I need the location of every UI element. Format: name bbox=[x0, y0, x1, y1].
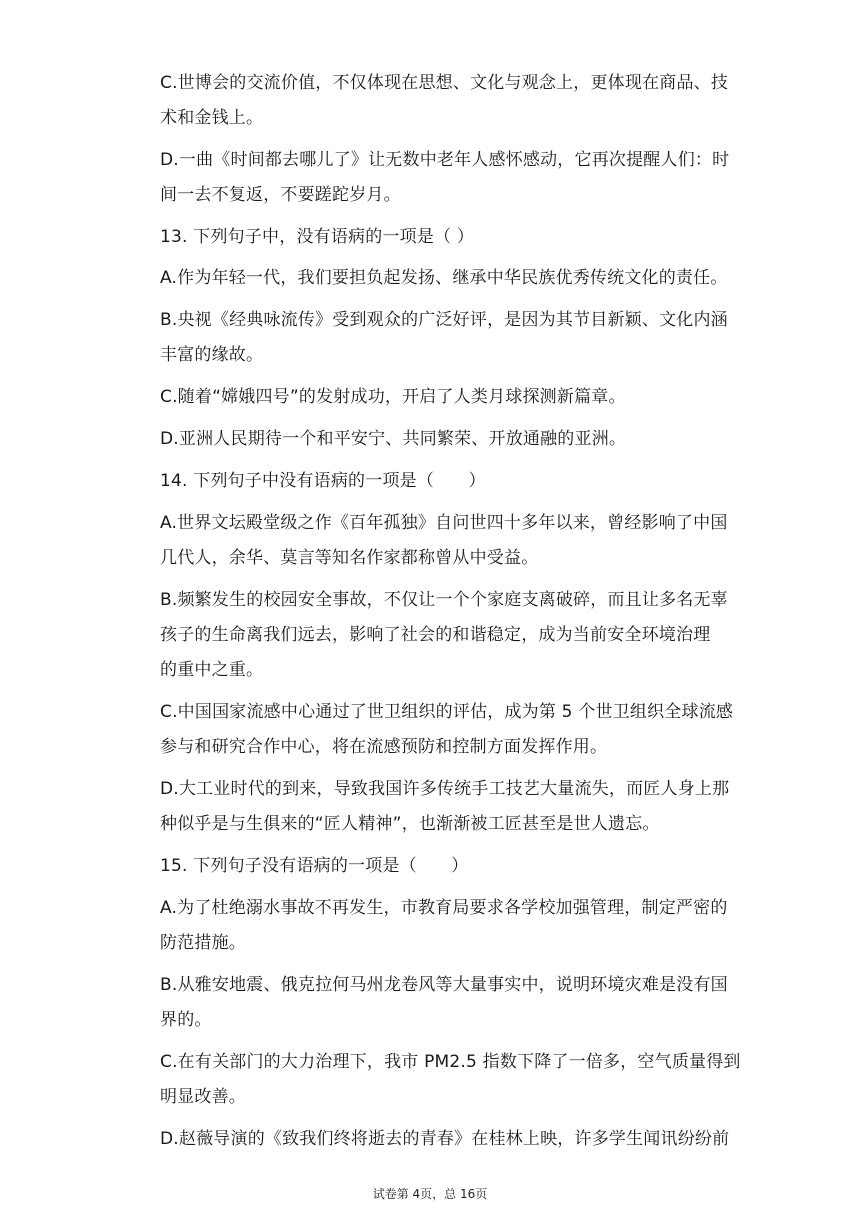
q15-option-b-line-1: B.从雅安地震、俄克拉何马州龙卷风等大量事实中，说明环境灾难是没有国 bbox=[160, 975, 728, 995]
option-c-line-2: 术和金钱上。 bbox=[160, 108, 264, 128]
q13-option-c: C.随着“嫦娥四号”的发射成功，开启了人类月球探测新篇章。 bbox=[160, 387, 626, 407]
q14-option-a-line-2: 几代人，余华、莫言等知名作家都称曾从中受益。 bbox=[160, 548, 539, 568]
q15-option-a-line-2: 防范措施。 bbox=[160, 933, 246, 953]
q14-option-b-line-3: 的重中之重。 bbox=[160, 660, 264, 680]
q15-option-c-line-2: 明显改善。 bbox=[160, 1087, 246, 1107]
option-d-line-2: 间一去不复返，不要蹉跎岁月。 bbox=[160, 185, 401, 205]
q13-option-b-line-1: B.央视《经典咏流传》受到观众的广泛好评，是因为其节目新颖、文化内涵 bbox=[160, 310, 728, 330]
q13-option-b-line-2: 丰富的缘故。 bbox=[160, 345, 264, 365]
q13-option-a: A.作为年轻一代，我们要担负起发扬、继承中华民族优秀传统文化的责任。 bbox=[160, 268, 728, 288]
q14-option-b-line-2: 孩子的生命离我们远去，影响了社会的和谐稳定，成为当前安全环境治理 bbox=[160, 625, 711, 645]
option-c-line-1: C.世博会的交流价值，不仅体现在思想、文化与观念上，更体现在商品、技 bbox=[160, 73, 729, 93]
q14-option-b-line-1: B.频繁发生的校园安全事故，不仅让一个个家庭支离破碎，而且让多名无辜 bbox=[160, 590, 728, 610]
q14-option-c-line-1: C.中国国家流感中心通过了世卫组织的评估，成为第 5 个世卫组织全球流感 bbox=[160, 702, 734, 722]
q13-option-d: D.亚洲人民期待一个和平安宁、共同繁荣、开放通融的亚洲。 bbox=[160, 429, 627, 449]
q14-option-d-line-1: D.大工业时代的到来，导致我国许多传统手工技艺大量流失，而匠人身上那 bbox=[160, 779, 730, 799]
q14-option-a-line-1: A.世界文坛殿堂级之作《百年孤独》自问世四十多年以来，曾经影响了中国 bbox=[160, 513, 728, 533]
q15-option-c-line-1: C.在有关部门的大力治理下，我市 PM2.5 指数下降了一倍多，空气质量得到 bbox=[160, 1052, 741, 1072]
question-15-title: 15. 下列句子没有语病的一项是（ ） bbox=[160, 856, 469, 876]
option-d-line-1: D.一曲《时间都去哪儿了》让无数中老年人感怀感动，它再次提醒人们：时 bbox=[160, 150, 730, 170]
q15-option-b-line-2: 界的。 bbox=[160, 1010, 212, 1030]
question-14-title: 14. 下列句子中没有语病的一项是（ ） bbox=[160, 471, 486, 491]
q14-option-c-line-2: 参与和研究合作中心，将在流感预防和控制方面发挥作用。 bbox=[160, 737, 608, 757]
question-13-title: 13. 下列句子中，没有语病的一项是（ ） bbox=[160, 227, 475, 247]
page-footer: 试卷第 4页，总 16页 bbox=[372, 1187, 488, 1201]
q15-option-a-line-1: A.为了杜绝溺水事故不再发生，市教育局要求各学校加强管理，制定严密的 bbox=[160, 898, 728, 918]
q15-option-d-line-1: D.赵薇导演的《致我们终将逝去的青春》在桂林上映，许多学生闻讯纷纷前 bbox=[160, 1129, 730, 1149]
q14-option-d-line-2: 种似乎是与生俱来的“匠人精神”，也渐渐被工匠甚至是世人遗忘。 bbox=[160, 814, 660, 834]
